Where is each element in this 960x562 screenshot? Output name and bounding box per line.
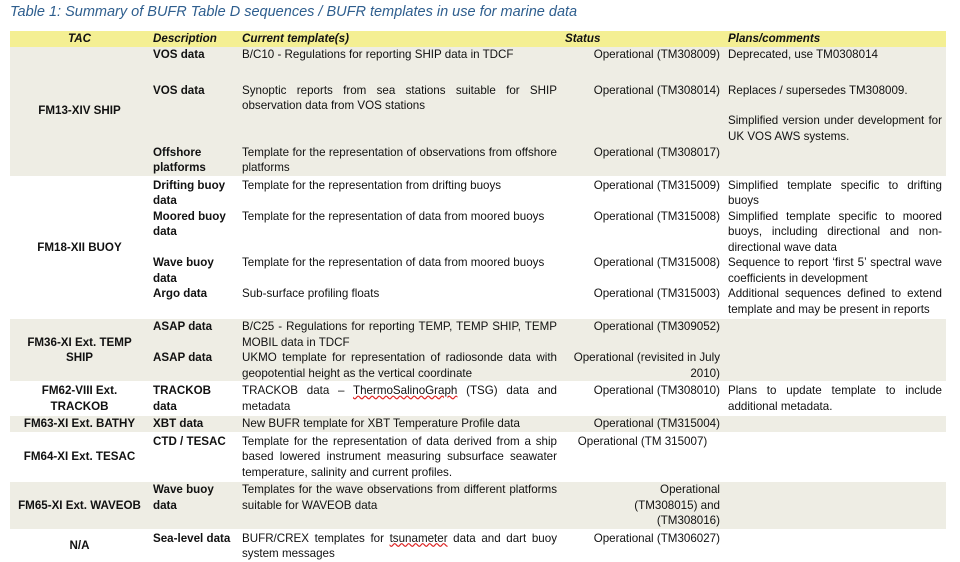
tac-cell: FM62-VIII Ext. TRACKOB xyxy=(10,382,149,415)
tac-cell: N/A xyxy=(10,530,149,562)
status-cell: Operational (TM308015) and (TM308016) xyxy=(561,481,724,530)
header-description: Description xyxy=(149,31,238,47)
plans-cell xyxy=(724,530,946,562)
tac-cell: FM36-XI Ext. TEMP SHIP xyxy=(10,318,149,382)
plans-cell xyxy=(724,350,946,382)
plans-cell xyxy=(724,145,946,177)
template-cell: B/C25 - Regulations for reporting TEMP, TEMP SHIP, TEMP MOBIL data in TDCF xyxy=(238,318,561,350)
status-cell: Operational (TM315008) xyxy=(561,255,724,286)
table-row xyxy=(10,382,946,415)
plans-cell xyxy=(724,481,946,530)
description-cell: ASAP data xyxy=(149,350,238,382)
description-cell: VOS data xyxy=(149,83,238,145)
template-cell: Sub-surface profiling floats xyxy=(238,286,561,318)
template-text-underlined: ThermoSalinoGraph xyxy=(352,384,458,397)
template-cell: New BUFR template for XBT Temperature Profile data xyxy=(238,415,561,433)
table-row xyxy=(10,209,946,256)
description-cell: TRACKOB data xyxy=(149,382,238,415)
description-cell: Argo data xyxy=(149,286,238,318)
status-cell: Operational (revisited in July 2010) xyxy=(561,350,724,382)
plans-cell xyxy=(724,318,946,350)
description-cell: Wave buoy data xyxy=(149,255,238,286)
template-cell: Template for the representation of data from moored buoys xyxy=(238,209,561,256)
tac-cell: FM18-XII BUOY xyxy=(10,177,149,319)
description-cell: Sea-level data xyxy=(149,530,238,562)
status-cell: Operational (TM315004) xyxy=(561,415,724,433)
table-row xyxy=(10,350,946,382)
description-cell: VOS data xyxy=(149,47,238,83)
description-cell: Offshore platforms xyxy=(149,145,238,177)
plans-text: Simplified version under development for UK VOS AWS systems. xyxy=(728,114,942,143)
template-text: TRACKOB data – xyxy=(242,384,353,397)
plans-cell: Plans to update template to include additional metadata. xyxy=(724,382,946,415)
header-tac: TAC xyxy=(10,31,149,47)
status-cell: Operational (TM308010) xyxy=(561,382,724,415)
plans-cell: Simplified template specific to moored buoys, including directional and non-directional wave data xyxy=(724,209,946,256)
table-row xyxy=(10,318,946,350)
description-cell: Drifting buoy data xyxy=(149,177,238,209)
bufr-table xyxy=(10,31,946,562)
template-cell: Templates for the wave observations from different platforms suitable for WAVEOB data xyxy=(238,481,561,530)
header-status: Status xyxy=(561,31,724,47)
template-cell xyxy=(238,530,561,562)
template-cell: Synoptic reports from sea stations suitable for SHIP observation data from VOS stations xyxy=(238,83,561,145)
table-caption: Table 1: Summary of BUFR Table D sequences / BUFR templates in use for marine data xyxy=(10,4,578,20)
table-row xyxy=(10,530,946,562)
header-row xyxy=(10,31,946,47)
table-row xyxy=(10,255,946,286)
tac-cell: FM13-XIV SHIP xyxy=(10,47,149,177)
plans-cell: Sequence to report ‘first 5’ spectral wave coefficients in development xyxy=(724,255,946,286)
template-cell: B/C10 - Regulations for reporting SHIP data in TDCF xyxy=(238,47,561,83)
table-row xyxy=(10,415,946,433)
description-cell: ASAP data xyxy=(149,318,238,350)
description-cell: CTD / TESAC xyxy=(149,433,238,482)
table-row xyxy=(10,145,946,177)
tac-cell: FM63-XI Ext. BATHY xyxy=(10,415,149,433)
template-text: (TSG) data and metadata xyxy=(242,384,557,413)
plans-cell: Additional sequences defined to extend template and may be present in reports xyxy=(724,286,946,318)
template-text: data and dart buoy system messages xyxy=(242,531,557,560)
template-cell: UKMO template for representation of radiosonde data with geopotential height as the vertical coordinate xyxy=(238,350,561,382)
status-cell: Operational (TM309052) xyxy=(561,318,724,350)
table-row xyxy=(10,286,946,318)
status-cell: Operational (TM308017) xyxy=(561,145,724,177)
plans-text: Replaces / supersedes TM308009. xyxy=(728,83,908,97)
template-cell: Template for the representation from drifting buoys xyxy=(238,177,561,209)
status-cell: Operational (TM306027) xyxy=(561,530,724,562)
status-cell: Operational (TM315008) xyxy=(561,209,724,256)
plans-cell: Deprecated, use TM0308014 xyxy=(724,47,946,83)
header-plans: Plans/comments xyxy=(724,31,946,47)
status-cell: Operational (TM308014) xyxy=(561,83,724,145)
template-cell: Template for the representation of data derived from a ship based lowered instrument measuring subsurface seawater temperature, salinity and current profiles. xyxy=(238,433,561,482)
template-cell: Template for the representation of observations from offshore platforms xyxy=(238,145,561,177)
status-cell: Operational (TM315009) xyxy=(561,177,724,209)
description-cell: Wave buoy data xyxy=(149,481,238,530)
description-cell: Moored buoy data xyxy=(149,209,238,256)
table-row xyxy=(10,47,946,83)
status-cell: Operational (TM315003) xyxy=(561,286,724,318)
description-cell: XBT data xyxy=(149,415,238,433)
table-row xyxy=(10,83,946,145)
status-cell: Operational (TM 315007) xyxy=(561,433,724,482)
table-row xyxy=(10,433,946,482)
table-row xyxy=(10,481,946,530)
template-text: BUFR/CREX templates for xyxy=(242,531,390,545)
status-cell: Operational (TM308009) xyxy=(561,47,724,83)
header-template: Current template(s) xyxy=(238,31,561,47)
template-cell xyxy=(238,382,561,415)
table-row xyxy=(10,177,946,209)
tac-cell: FM64-XI Ext. TESAC xyxy=(10,433,149,482)
plans-cell: Simplified template specific to drifting buoys xyxy=(724,177,946,209)
plans-cell xyxy=(724,415,946,433)
tac-cell: FM65-XI Ext. WAVEOB xyxy=(10,481,149,530)
plans-cell xyxy=(724,83,946,145)
plans-cell xyxy=(724,433,946,482)
template-text-underlined: tsunameter xyxy=(389,531,448,545)
template-cell: Template for the representation of data from moored buoys xyxy=(238,255,561,286)
